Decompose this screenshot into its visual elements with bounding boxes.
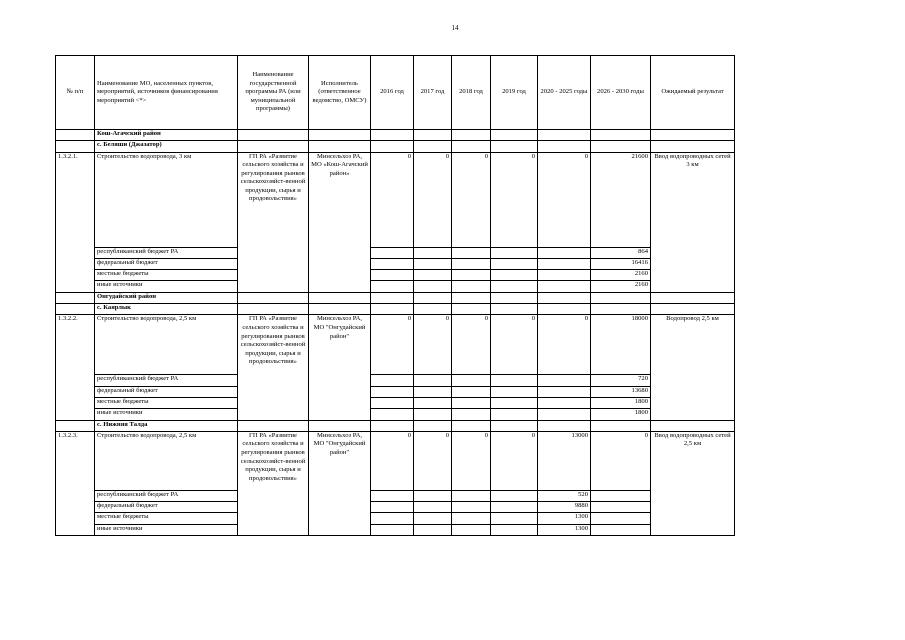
value-2020-2025: 13000 bbox=[538, 431, 591, 490]
value-2017: 0 bbox=[414, 431, 452, 490]
header-2020-2025: 2020 - 2025 годы bbox=[538, 56, 591, 130]
source-name: местные бюджеты bbox=[95, 513, 238, 524]
value-2017: 0 bbox=[414, 152, 452, 247]
source-value: 864 bbox=[591, 247, 651, 258]
village-name: с. Беляши (Джазатор) bbox=[95, 141, 238, 152]
header-name: Наименование МО, населенных пунктов, мероприятий, источников финансирования мероприятий <*> bbox=[95, 56, 238, 130]
village-row bbox=[56, 304, 735, 315]
source-row bbox=[56, 490, 735, 501]
source-row bbox=[56, 524, 735, 535]
program-table bbox=[55, 55, 735, 536]
header-num: № п/п bbox=[56, 56, 95, 130]
page-number: 14 bbox=[451, 24, 459, 32]
item-name: Строительство водопровода, 2,5 км bbox=[95, 315, 238, 375]
table-header-row bbox=[56, 56, 735, 130]
district-row bbox=[56, 130, 735, 141]
value-2018: 0 bbox=[452, 152, 491, 247]
source-row bbox=[56, 270, 735, 281]
source-value: 2160 bbox=[591, 270, 651, 281]
source-name: федеральный бюджет bbox=[95, 502, 238, 513]
source-row bbox=[56, 513, 735, 524]
source-name: иные источники bbox=[95, 281, 238, 292]
source-row bbox=[56, 386, 735, 397]
source-row bbox=[56, 247, 735, 258]
source-row bbox=[56, 397, 735, 408]
value-2018: 0 bbox=[452, 315, 491, 375]
item-row bbox=[56, 315, 735, 375]
source-value: 1300 bbox=[538, 513, 591, 524]
source-name: иные источники bbox=[95, 409, 238, 420]
village-row bbox=[56, 420, 735, 431]
source-name: республиканский бюджет РА bbox=[95, 247, 238, 258]
header-2026-2030: 2026 - 2030 годы bbox=[591, 56, 651, 130]
value-2026-2030: 18000 bbox=[591, 315, 651, 375]
source-row bbox=[56, 375, 735, 386]
item-row bbox=[56, 431, 735, 490]
header-2018: 2018 год bbox=[452, 56, 491, 130]
source-value: 520 bbox=[538, 490, 591, 501]
item-num: 1.3.2.1. bbox=[56, 152, 95, 292]
item-result: Водопровод 2,5 км bbox=[651, 315, 735, 420]
source-name: республиканский бюджет РА bbox=[95, 490, 238, 501]
header-2016: 2016 год bbox=[371, 56, 414, 130]
source-value: 720 bbox=[591, 375, 651, 386]
source-name: местные бюджеты bbox=[95, 397, 238, 408]
village-name: с. Каярлык bbox=[95, 304, 238, 315]
item-program: ГП РА «Развитие сельского хозяйства и регулирования рынков сельскохозяйст-венной продукции, сырья и продовольствия» bbox=[238, 152, 309, 292]
source-value: 1800 bbox=[591, 397, 651, 408]
item-executor: Минсельхоз РА, МО "Онгудайский район" bbox=[309, 431, 371, 535]
value-2019: 0 bbox=[491, 431, 538, 490]
source-value: 2160 bbox=[591, 281, 651, 292]
value-2026-2030: 0 bbox=[591, 431, 651, 490]
header-2017: 2017 год bbox=[414, 56, 452, 130]
source-name: иные источники bbox=[95, 524, 238, 535]
item-program: ГП РА «Развитие сельского хозяйства и регулирования рынков сельскохозяйст-венной продукции, сырья и продовольствия» bbox=[238, 315, 309, 420]
source-value: 1300 bbox=[538, 524, 591, 535]
value-2017: 0 bbox=[414, 315, 452, 375]
source-row bbox=[56, 409, 735, 420]
value-2016: 0 bbox=[371, 431, 414, 490]
item-program: ГП РА «Развитие сельского хозяйства и регулирования рынков сельскохозяйст-венной продукции, сырья и продовольствия» bbox=[238, 431, 309, 535]
header-executor: Исполнитель (ответственное ведомство, ОМСУ) bbox=[309, 56, 371, 130]
district-name: Кош-Агачский район bbox=[95, 130, 238, 141]
value-2016: 0 bbox=[371, 152, 414, 247]
value-2018: 0 bbox=[452, 431, 491, 490]
source-name: республиканский бюджет РА bbox=[95, 375, 238, 386]
value-2019: 0 bbox=[491, 152, 538, 247]
value-2016: 0 bbox=[371, 315, 414, 375]
item-executor: Минсельхоз РА, МО "Онгудайский район" bbox=[309, 315, 371, 420]
source-value: 9880 bbox=[538, 502, 591, 513]
value-2020-2025: 0 bbox=[538, 152, 591, 247]
item-num: 1.3.2.2. bbox=[56, 315, 95, 420]
value-2026-2030: 21600 bbox=[591, 152, 651, 247]
header-program: Наименование государственной программы РА (или муниципальной программы) bbox=[238, 56, 309, 130]
source-name: федеральный бюджет bbox=[95, 386, 238, 397]
item-row bbox=[56, 152, 735, 247]
header-2019: 2019 год bbox=[491, 56, 538, 130]
district-name: Онгудайский район bbox=[95, 292, 238, 303]
source-name: федеральный бюджет bbox=[95, 258, 238, 269]
source-value: 13680 bbox=[591, 386, 651, 397]
item-executor: Минсельхоз РА, МО «Кош-Агачский район» bbox=[309, 152, 371, 292]
source-row bbox=[56, 281, 735, 292]
value-2020-2025: 0 bbox=[538, 315, 591, 375]
item-result: Ввод водопроводных сетей 3 км bbox=[651, 152, 735, 292]
item-name: Строительство водопровода, 2,5 км bbox=[95, 431, 238, 490]
source-value: 16416 bbox=[591, 258, 651, 269]
district-row bbox=[56, 292, 735, 303]
item-name: Строительство водопровода, 3 км bbox=[95, 152, 238, 247]
item-result: Ввод водопроводных сетей 2,5 км bbox=[651, 431, 735, 535]
item-num: 1.3.2.3. bbox=[56, 431, 95, 535]
header-result: Ожидаемый результат bbox=[651, 56, 735, 130]
source-name: местные бюджеты bbox=[95, 270, 238, 281]
village-row bbox=[56, 141, 735, 152]
source-row bbox=[56, 502, 735, 513]
village-name: с. Нижняя Талда bbox=[95, 420, 238, 431]
source-value: 1800 bbox=[591, 409, 651, 420]
source-row bbox=[56, 258, 735, 269]
value-2019: 0 bbox=[491, 315, 538, 375]
